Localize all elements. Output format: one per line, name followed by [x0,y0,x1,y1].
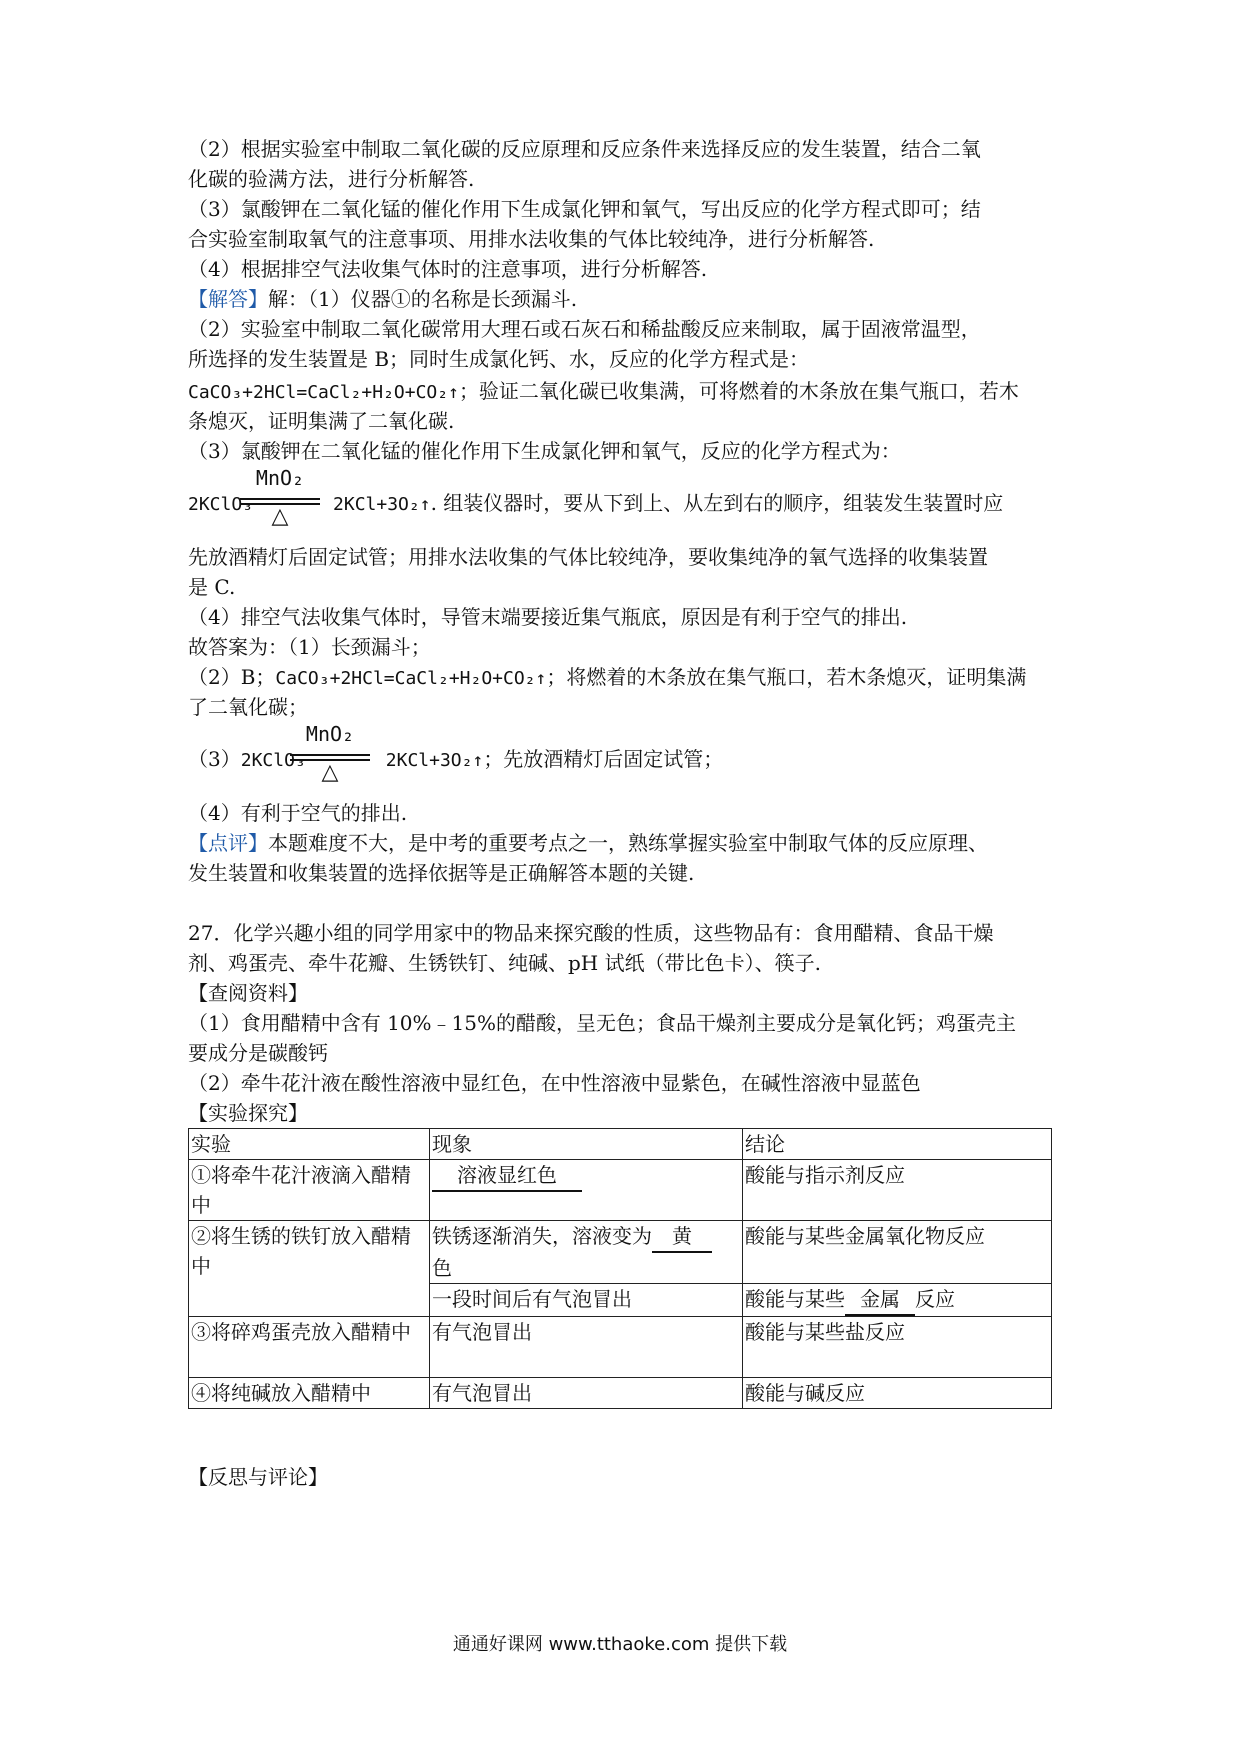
table-cell: ②将生锈的铁钉放入醋精中 [189,1221,430,1317]
table-cell: ④将纯碱放入醋精中 [189,1378,430,1409]
equation-left: 2KClO₃ [188,494,254,515]
question-line: 剂、鸡蛋壳、牵牛花瓣、生锈铁钉、纯碱、pH 试纸（带比色卡）、筷子. [188,951,821,975]
table-cell: ①将牵牛花汁液滴入醋精中 [189,1160,430,1221]
table-row [189,1317,1052,1378]
text-line: （4）排空气法收集气体时，导管末端要接近集气瓶底，原因是有利于空气的排出. [188,605,908,629]
equation-right: 2KCl+3O₂↑ [385,750,484,771]
reaction-condition [240,466,320,536]
heat-symbol: △ [271,504,289,529]
text-line: （4）根据排空气法收集气体时的注意事项，进行分析解答. [188,257,708,281]
question-line: 27．化学兴趣小组的同学用家中的物品来探究酸的性质，这些物品有：食用醋精、食品干燥 [188,921,994,945]
cell-text: 色 [432,1256,452,1280]
text-line: 故答案为：（1）长颈漏斗； [188,635,431,659]
filled-blank: 金属 [845,1284,915,1316]
text-line: 了二氧化碳； [188,695,308,719]
table-cell: 有气泡冒出 [430,1317,743,1378]
page-footer: 通通好课网 www.tthaoke.com 提供下载 [452,1634,788,1655]
cell-text: 酸能与某些 [745,1287,845,1311]
answer-text: 解：（1）仪器①的名称是长颈漏斗. [268,287,578,311]
table-cell [743,1284,1052,1317]
table-row [189,1160,1052,1221]
text-line: （3）氯酸钾在二氧化锰的催化作用下生成氯化钾和氧气，反应的化学方程式为： [188,439,901,463]
text-line: （4）有利于空气的排出. [188,801,408,825]
answer-line-3 [188,744,723,776]
section-heading: 【实验探究】 [188,1101,308,1125]
text-line: 是 C. [188,575,236,599]
cell-text: 反应 [915,1287,955,1311]
table-header-cell: 实验 [189,1129,430,1160]
experiment-table [188,1128,1052,1409]
table-cell: 一段时间后有气泡冒出 [430,1284,743,1317]
text-line: 要成分是碳酸钙 [188,1041,328,1065]
answer-line-2 [188,662,1026,694]
text-line: 化碳的验满方法，进行分析解答. [188,167,475,191]
filled-blank: 溶液显红色 [432,1160,582,1192]
table-cell: ③将碎鸡蛋壳放入醋精中 [189,1317,430,1378]
equation-line [188,376,1019,408]
table-header-row [189,1129,1052,1160]
table-row [189,1221,1052,1284]
text-segment: . 组装仪器时，要从下到上、从左到右的顺序，组装发生装置时应 [430,491,1004,515]
text-segment: ；将燃着的木条放在集气瓶口，若木条熄灭，证明集满 [546,665,1027,689]
comment-tag: 【点评】 [188,831,268,855]
text-segment: ；先放酒精灯后固定试管； [483,747,724,771]
filled-blank: 黄 [652,1221,712,1253]
table-cell [430,1160,743,1221]
text-line: （3）氯酸钾在二氧化锰的催化作用下生成氯化钾和氧气，写出反应的化学方程式即可；结 [188,197,981,221]
text-segment: （2）B； [188,665,276,689]
equals-bar-top [240,498,320,500]
table-cell [430,1221,743,1284]
text-segment: ；验证二氧化碳已收集满，可将燃着的木条放在集气瓶口，若木 [458,379,1019,403]
equation-caco3: CaCO₃+2HCl=CaCl₂+H₂O+CO₂↑ [188,382,459,403]
text-line: 发生装置和收集装置的选择依据等是正确解答本题的关键. [188,861,695,885]
heat-symbol: △ [321,760,339,785]
section-heading: 【反思与评论】 [188,1465,328,1489]
table-cell: 有气泡冒出 [430,1378,743,1409]
catalyst-label: MnO₂ [305,722,355,746]
catalyst-label: MnO₂ [255,466,305,490]
equals-bar-top [290,754,370,756]
cell-text: 铁锈逐渐消失，溶液变为 [432,1224,652,1248]
text-line: （2）牵牛花汁液在酸性溶液中显红色，在中性溶液中显紫色，在碱性溶液中显蓝色 [188,1071,921,1095]
text-line: （2）实验室中制取二氧化碳常用大理石或石灰石和稀盐酸反应来制取，属于固液常温型， [188,317,981,341]
reaction-condition-2 [290,722,370,792]
text-line: 合实验室制取氧气的注意事项、用排水法收集的气体比较纯净，进行分析解答. [188,227,875,251]
table-cell: 酸能与某些盐反应 [743,1317,1052,1378]
table-header-cell: 结论 [743,1129,1052,1160]
section-heading: 【查阅资料】 [188,981,308,1005]
equation-caco3-2: CaCO₃+2HCl=CaCl₂+H₂O+CO₂↑ [275,668,547,689]
text-line: 所选择的发生装置是 B；同时生成氯化钙、水，反应的化学方程式是： [188,347,810,371]
table-cell: 酸能与碱反应 [743,1378,1052,1409]
text-segment: （3） [188,747,241,771]
answer-line [188,284,577,314]
equation-right: 2KCl+3O₂↑ [333,494,431,515]
text-line: （2）根据实验室中制取二氧化碳的反应原理和反应条件来选择反应的发生装置，结合二氧 [188,137,981,161]
text-line: （1）食用醋精中含有 10%﹣15%的醋酸，呈无色；食品干燥剂主要成分是氧化钙；鸡蛋壳主 [188,1011,1016,1035]
comment-text: 本题难度不大，是中考的重要考点之一，熟练掌握实验室中制取气体的反应原理、 [268,831,988,855]
table-cell: 酸能与某些金属氧化物反应 [743,1221,1052,1284]
table-header-cell: 现象 [430,1129,743,1160]
text-line: 先放酒精灯后固定试管；用排水法收集的气体比较纯净，要收集纯净的氧气选择的收集装置 [188,545,988,569]
table-row [189,1378,1052,1409]
answer-tag: 【解答】 [188,287,268,311]
comment-line [188,828,988,858]
text-line: 条熄灭，证明集满了二氧化碳. [188,409,455,433]
equation-left: 2KClO₃ [240,750,306,771]
table-cell: 酸能与指示剂反应 [743,1160,1052,1221]
